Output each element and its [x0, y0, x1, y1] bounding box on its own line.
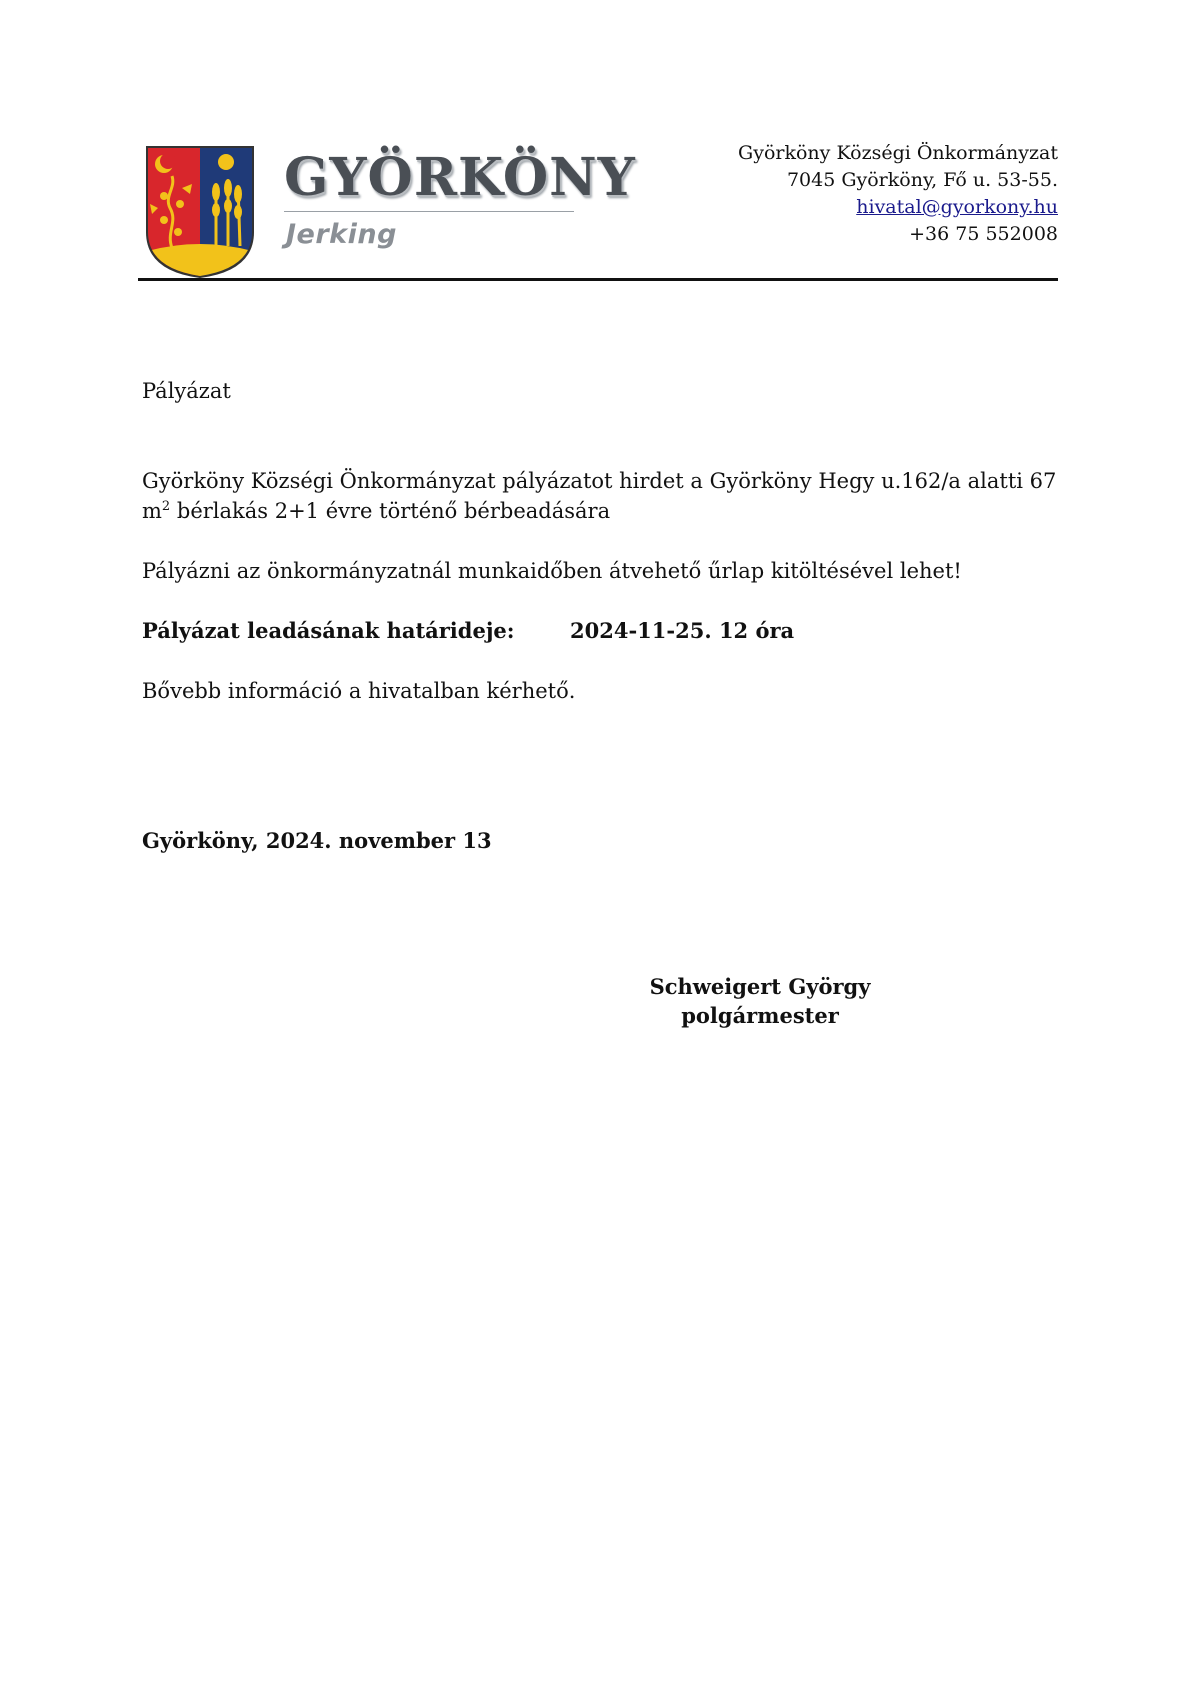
contact-address: 7045 Györköny, Fő u. 53-55.: [786, 169, 1058, 191]
dateline: Györköny, 2024. november 13: [142, 828, 492, 853]
logo-subtitle: Jerking: [286, 219, 397, 250]
coat-of-arms-icon: [144, 144, 256, 280]
logo-divider: [284, 211, 574, 212]
deadline-line: [142, 616, 1042, 646]
announcement-text-part2: bérlakás 2+1 évre történő bérbeadására: [170, 499, 611, 523]
signatory-name: Schweigert György: [649, 974, 871, 999]
document-heading: Pályázat: [142, 379, 231, 403]
header-divider: [138, 278, 1058, 281]
contact-organization: Györköny Községi Önkormányzat: [738, 142, 1058, 164]
signatory-title: polgármester: [681, 1003, 839, 1028]
announcement-text-part1: Györköny Községi Önkormányzat pályázatot hirdet a Györköny Hegy u.162/a alatti 67 m: [142, 469, 1057, 523]
contact-phone: +36 75 552008: [909, 223, 1058, 245]
signature-block: [620, 972, 900, 1030]
deadline-value: 2024-11-25. 12 óra: [570, 618, 795, 643]
announcement-superscript: 2: [161, 499, 171, 514]
instruction-paragraph: Pályázni az önkormányzatnál munkaidőben átvehető űrlap kitöltésével lehet!: [142, 559, 962, 583]
deadline-label: Pályázat leadásának határideje:: [142, 618, 515, 643]
more-info-paragraph: Bővebb információ a hivatalban kérhető.: [142, 679, 576, 703]
logo-title: GYÖRKÖNY: [284, 147, 636, 208]
announcement-paragraph: [142, 466, 1062, 526]
letterhead: [138, 140, 1058, 280]
contact-block: [738, 140, 1058, 248]
contact-email-link[interactable]: hivatal@gyorkony.hu: [856, 196, 1058, 218]
